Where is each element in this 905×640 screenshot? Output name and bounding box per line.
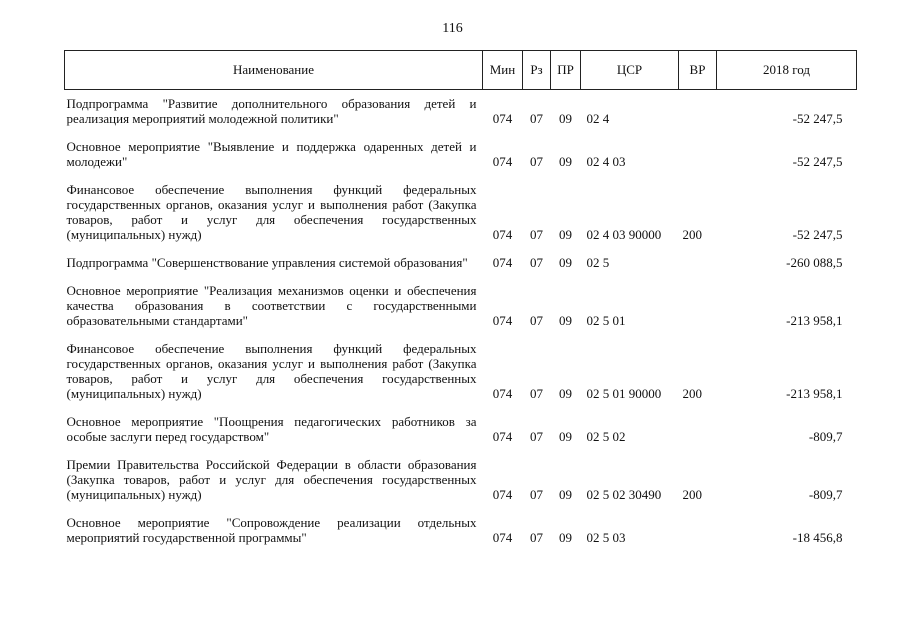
row-pr: 09	[559, 255, 572, 270]
row-amount: -52 247,5	[792, 227, 843, 242]
row-pr: 09	[559, 154, 572, 169]
row-min: 074	[492, 111, 513, 126]
header-vr: ВР	[679, 51, 717, 90]
row-pr: 09	[559, 530, 572, 545]
row-amount: -52 247,5	[792, 111, 843, 126]
table-row	[65, 90, 857, 133]
row-csr: 02 5 02	[586, 429, 626, 444]
row-name: Финансовое обеспечение выполнения функций федеральных государственных органов, оказания услуг и выполнения работ (Закупка товаров, работ и услуг для обеспечения государственных (муниципальных) нужд)	[66, 182, 477, 242]
row-amount: -18 456,8	[792, 530, 843, 545]
row-vr	[679, 276, 717, 334]
row-name: Основное мероприятие "Сопровождение реализации отдельных мероприятий государственной программы"	[66, 515, 477, 545]
table-row	[65, 276, 857, 334]
row-min: 074	[492, 429, 513, 444]
row-min: 074	[492, 227, 513, 242]
row-csr: 02 5	[586, 255, 610, 270]
row-name: Основное мероприятие "Выявление и поддержка одаренных детей и молодежи"	[66, 139, 477, 169]
row-pr: 09	[559, 227, 572, 242]
row-rz: 07	[530, 227, 543, 242]
row-vr: 200	[682, 487, 702, 502]
row-name: Основное мероприятие "Реализация механизмов оценки и обеспечения качества образования в соответствии с государственными образовательными стандартами"	[66, 283, 477, 328]
header-name: Наименование	[65, 51, 483, 90]
table-row	[65, 248, 857, 276]
row-amount: -809,7	[808, 429, 843, 444]
row-min: 074	[492, 313, 513, 328]
row-pr: 09	[559, 313, 572, 328]
budget-table	[64, 50, 857, 551]
row-rz: 07	[530, 255, 543, 270]
header-year: 2018 год	[717, 51, 857, 90]
header-min: Мин	[483, 51, 523, 90]
row-vr	[679, 248, 717, 276]
header-csr: ЦСР	[581, 51, 679, 90]
row-vr	[679, 132, 717, 175]
table-row	[65, 407, 857, 450]
row-rz: 07	[530, 487, 543, 502]
row-rz: 07	[530, 313, 543, 328]
row-vr: 200	[682, 386, 702, 401]
row-rz: 07	[530, 111, 543, 126]
table-body	[65, 90, 857, 552]
row-pr: 09	[559, 487, 572, 502]
row-amount: -809,7	[808, 487, 843, 502]
row-min: 074	[492, 154, 513, 169]
row-name: Премии Правительства Российской Федерации в области образования (Закупка товаров, работ и услуг для обеспечения государственных (муниципальных) нужд)	[66, 457, 477, 502]
row-min: 074	[492, 530, 513, 545]
header-pr: ПР	[551, 51, 581, 90]
row-min: 074	[492, 386, 513, 401]
row-min: 074	[492, 487, 513, 502]
row-csr: 02 5 01 90000	[586, 386, 662, 401]
row-min: 074	[492, 255, 513, 270]
row-csr: 02 4 03 90000	[586, 227, 662, 242]
row-amount: -213 958,1	[786, 386, 843, 401]
row-rz: 07	[530, 386, 543, 401]
row-vr	[679, 407, 717, 450]
table-header	[65, 51, 857, 90]
row-csr: 02 5 02 30490	[586, 487, 662, 502]
row-rz: 07	[530, 530, 543, 545]
row-pr: 09	[559, 386, 572, 401]
row-amount: -260 088,5	[786, 255, 843, 270]
row-pr: 09	[559, 111, 572, 126]
table-row	[65, 450, 857, 508]
row-name: Подпрограмма "Развитие дополнительного образования детей и реализация мероприятий молодежной политики"	[66, 96, 477, 126]
header-rz: Рз	[523, 51, 551, 90]
row-csr: 02 4 03	[586, 154, 626, 169]
row-rz: 07	[530, 429, 543, 444]
row-name: Основное мероприятие "Поощрения педагогических работников за особые заслуги перед государством"	[66, 414, 477, 444]
row-vr: 200	[682, 227, 702, 242]
row-name: Подпрограмма "Совершенствование управления системой образования"	[66, 255, 468, 270]
row-amount: -213 958,1	[786, 313, 843, 328]
table-row	[65, 132, 857, 175]
row-pr: 09	[559, 429, 572, 444]
row-csr: 02 5 01	[586, 313, 626, 328]
table-row	[65, 508, 857, 551]
row-csr: 02 5 03	[586, 530, 626, 545]
row-vr	[679, 90, 717, 133]
row-name: Финансовое обеспечение выполнения функций федеральных государственных органов, оказания услуг и выполнения работ (Закупка товаров, работ и услуг для обеспечения государственных (муниципальных) нужд)	[66, 341, 477, 401]
table-row	[65, 334, 857, 407]
row-rz: 07	[530, 154, 543, 169]
row-csr: 02 4	[586, 111, 610, 126]
table-row	[65, 175, 857, 248]
page-number: 116	[442, 21, 463, 36]
row-vr	[679, 508, 717, 551]
row-amount: -52 247,5	[792, 154, 843, 169]
